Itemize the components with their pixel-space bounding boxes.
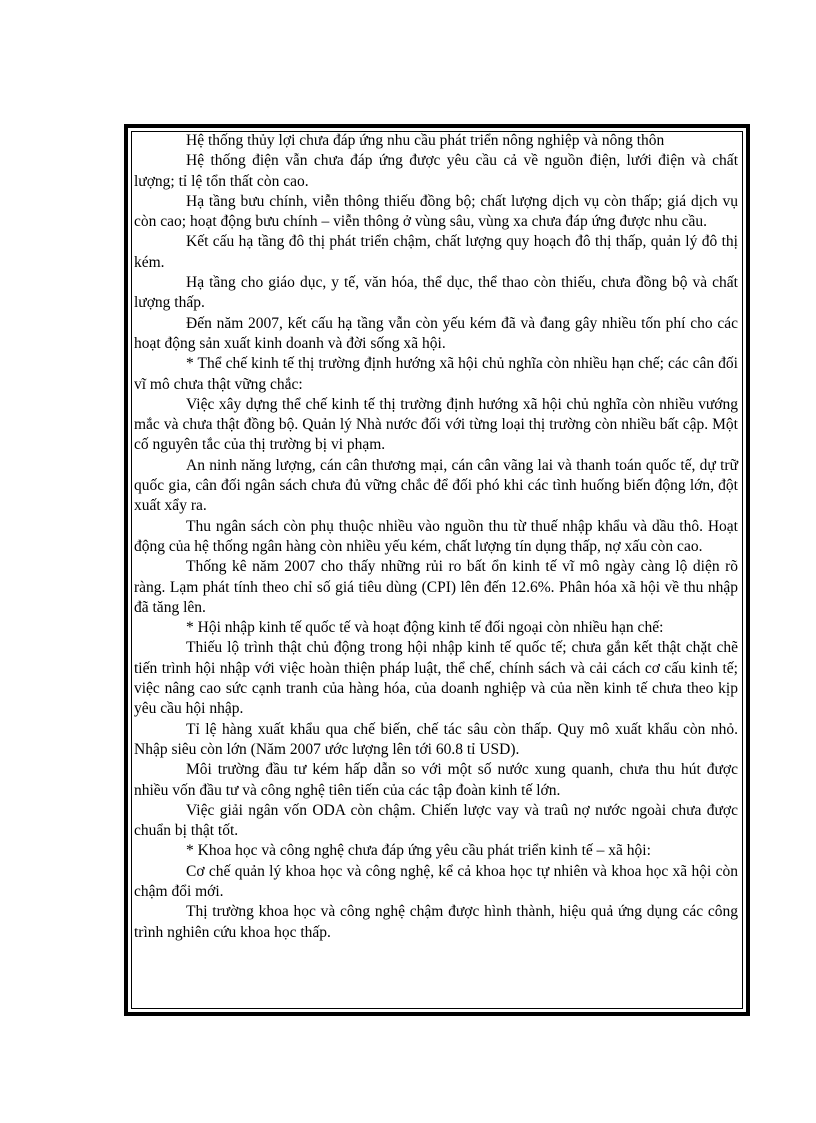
paragraph: Thống kê năm 2007 cho thấy những rủi ro bất ổn kinh tế vĩ mô ngày càng lộ diện rõ ràng. Lạm phát tính theo chỉ số giá tiêu dùng (CPI) lên đến 12.6%. Phân hóa xã hội về thu nhập đã tăng lên. — [134, 558, 738, 616]
paragraph: Kết cấu hạ tầng đô thị phát triển chậm, chất lượng quy hoạch đô thị thấp, quản lý đô thị kém. — [134, 233, 738, 271]
paragraph: Việc giải ngân vốn ODA còn chậm. Chiến lược vay và traû nợ nước ngoài chưa được chuẩn bị thật tốt. — [134, 801, 738, 840]
paragraph: Môi trường đầu tư kém hấp dẫn so với một số nước xung quanh, chưa thu hút được nhiều vốn đầu tư và công nghệ tiên tiến của các tập đoàn kinh tế lớn. — [134, 761, 738, 799]
paragraph: Tỉ lệ hàng xuất khẩu qua chế biến, chế tác sâu còn thấp. Quy mô xuất khẩu còn nhỏ. Nhập siêu còn lớn (Năm 2007 ước lượng lên tới 60.8 tỉ USD). — [134, 720, 738, 758]
paragraph: Hệ thống điện vẫn chưa đáp ứng được yêu cầu cả về nguồn điện, lưới điện và chất lượng; tỉ lệ tổn thất còn cao. — [134, 152, 738, 190]
section-heading: * Khoa học và công nghệ chưa đáp ứng yêu cầu phát triển kinh tế – xã hội: — [186, 842, 651, 860]
paragraph: Đến năm 2007, kết cấu hạ tầng vẫn còn yếu kém đã và đang gây nhiều tốn phí cho các hoạt động sản xuất kinh doanh và đời sống xã hội. — [134, 314, 738, 352]
document-body — [134, 131, 738, 943]
paragraph: Hệ thống thủy lợi chưa đáp ứng nhu cầu phát triển nông nghiệp và nông thôn — [186, 132, 665, 149]
paragraph: Hạ tầng cho giáo dục, y tế, văn hóa, thể dục, thể thao còn thiếu, chưa đồng bộ và chất lượng thấp. — [134, 274, 738, 312]
paragraph: Hạ tầng bưu chính, viễn thông thiếu đồng bộ; chất lượng dịch vụ còn thấp; giá dịch vụ còn cao; hoạt động bưu chính – viễn thông ở vùng sâu, vùng xa chưa đáp ứng được nhu cầu. — [134, 192, 738, 231]
paragraph: Thu ngân sách còn phụ thuộc nhiều vào nguồn thu từ thuế nhập khẩu và dầu thô. Hoạt động của hệ thống ngân hàng còn nhiều yếu kém, chất lượng tín dụng thấp, nợ xấu còn cao. — [134, 517, 738, 555]
paragraph: Việc xây dựng thể chế kinh tế thị trường định hướng xã hội chủ nghĩa còn nhiều vướng mắc và chưa thật đồng bộ. Quản lý Nhà nước đối với từng loại thị trường còn nhiều bất cập. Một cố nguyên tắc của thị trường bị vi phạm. — [134, 395, 738, 454]
section-heading: * Thể chế kinh tế thị trường định hướng xã hội chủ nghĩa còn nhiều hạn chế; các cân đối vĩ mô chưa thật vững chắc: — [134, 355, 738, 393]
paragraph: Cơ chế quản lý khoa học và công nghệ, kể cả khoa học tự nhiên và khoa học xã hội còn chậm đổi mới. — [134, 862, 738, 900]
section-heading: * Hội nhập kinh tế quốc tế và hoạt động kinh tế đối ngoại còn nhiều hạn chế: — [186, 619, 664, 637]
paragraph: An ninh năng lượng, cán cân thương mại, cán cân vãng lai và thanh toán quốc tế, dự trữ quốc gia, cân đối ngân sách chưa đủ vững chắc để đối phó khi các tình huống biến động lớn, đột xuất xẩy ra. — [134, 456, 738, 515]
paragraph: Thị trường khoa học và công nghệ chậm được hình thành, hiệu quả ứng dụng các công trình nghiên cứu khoa học thấp. — [134, 903, 738, 941]
paragraph: Thiếu lộ trình thật chủ động trong hội nhập kinh tế quốc tế; chưa gắn kết thật chặt chẽ tiến trình hội nhập với việc hoàn thiện pháp luật, thể chế, chính sách và cải cách cơ cấu kinh tế; việc nâng cao sức cạnh tranh của hàng hóa, của doanh nghiệp và của nền kinh tế chưa theo kịp yêu cầu hội nhập. — [134, 639, 738, 718]
